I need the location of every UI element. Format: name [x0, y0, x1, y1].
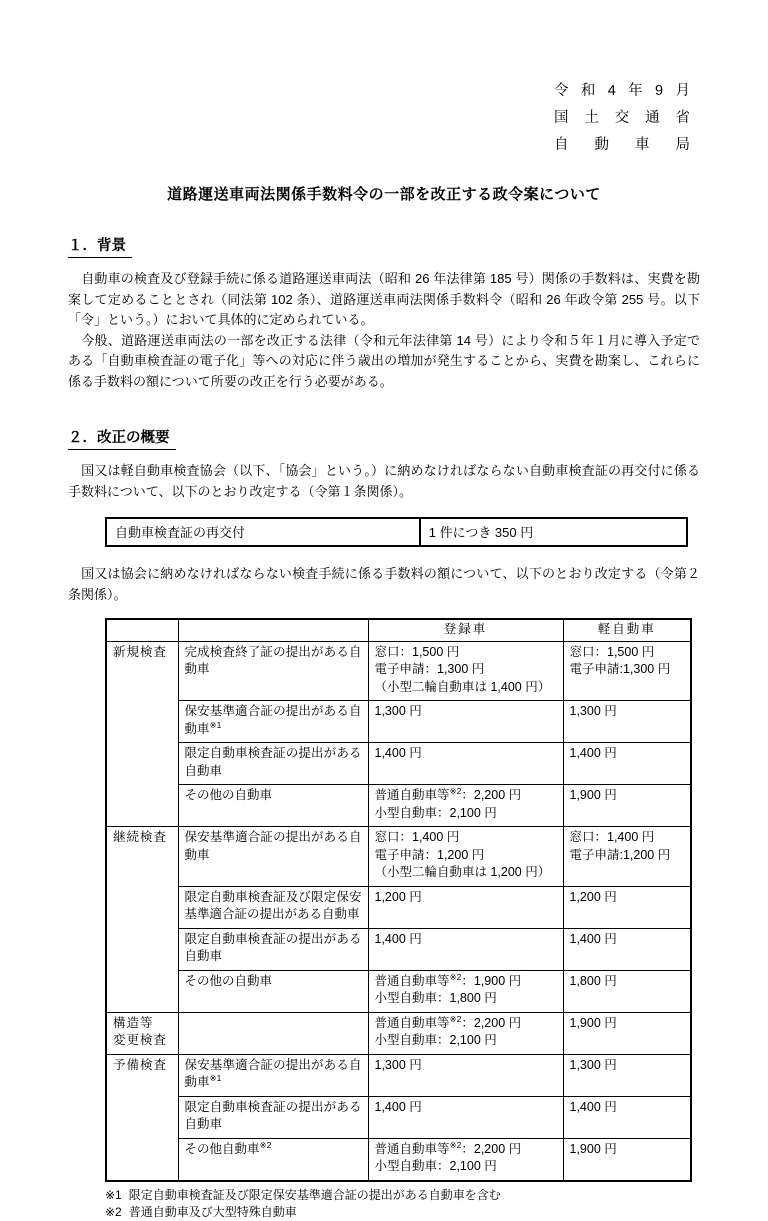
section2-paragraph-2: 国又は協会に納めなければならない検査手続に係る手数料の額について、以下のとおり改定する（令第２条関係）。 [68, 566, 700, 602]
fee-desc-cell: 保安基準適合証の提出がある自動車$^{※1}$ [178, 701, 368, 743]
price-line: 1,300 円 [569, 1057, 617, 1072]
table-row [106, 1012, 691, 1054]
header-date-block [554, 78, 690, 159]
column-header-empty-2 [178, 619, 368, 641]
fee-price-kei-cell [563, 1096, 691, 1138]
fee-price-registered-cell [368, 641, 563, 701]
fee-desc-cell: 保安基準適合証の提出がある自動車$^{※1}$ [178, 1054, 368, 1096]
price-line: 小型自動車：2,100 円 [374, 1033, 497, 1047]
section1-paragraph-1: 自動車の検査及び登録手続に係る道路運送車両法（昭和 26 年法律第 185 号）関係の手数料は、実費を勘案して定めることとされ（同法第 102 条）、道路運送車両法関係手数料令（昭和 26 年政令第 255 号。以下「令」という。）において具体的に定められている。 [68, 271, 700, 327]
fee-price-registered-cell [368, 928, 563, 970]
price-line: 電子申請：1,300 円 [374, 662, 485, 676]
table-row [106, 1054, 691, 1096]
fee-desc-cell: 限定自動車検査証の提出がある自動車 [178, 1096, 368, 1138]
price-line: 1,400 円 [374, 931, 422, 946]
header-ministry: 国土交通省 [554, 110, 690, 126]
price-line: 1,800 円 [569, 973, 617, 988]
price-line: 1,400 円 [374, 746, 422, 760]
fee-desc-cell: 限定自動車検査証及び限定保安基準適合証の提出がある自動車 [178, 886, 368, 928]
table-row [106, 970, 691, 1012]
table-row [106, 1138, 691, 1181]
price-line: （小型二輪自動車は 1,400 円） [374, 679, 551, 694]
section1-paragraph-2: 今般、道路運送車両法の一部を改正する法律（令和元年法律第 14 号）により令和５年１月に導入予定である「自動車検査証の電子化」等への対応に伴う歳出の増加が発生することから、実費を勘案し、これらに係る手数料の額について所要の改正を行う必要がある。 [68, 332, 700, 389]
price-line: 1,300 円 [569, 704, 617, 718]
fee-desc-cell: 限定自動車検査証の提出がある自動車 [178, 928, 368, 970]
footnote-ref: ※1 [209, 1072, 222, 1083]
footnote-ref: ※1 [209, 719, 222, 730]
fee-category-cell: 構造等 変更検査 [106, 1012, 178, 1054]
price-line: （小型二輪自動車は 1,200 円） [374, 865, 551, 879]
fee-price-kei-cell [563, 743, 691, 785]
fee-price-kei-cell [563, 1012, 691, 1054]
price-line: 1,900 円 [569, 1015, 617, 1030]
price-line: 小型自動車：2,100 円 [374, 1159, 497, 1173]
table-header-row [106, 619, 691, 641]
price-line: 普通自動車等$^{※2}$：2,200 円 [374, 1013, 522, 1030]
fee-category-cell: 継続検査 [106, 827, 178, 1013]
price-line: 普通自動車等$^{※2}$：2,200 円 [374, 1139, 522, 1156]
fee-desc-cell: 完成検査終了証の提出がある自動車 [178, 641, 368, 701]
footnote-1 [105, 1187, 700, 1204]
column-header-kei: 軽自動車 [563, 619, 691, 641]
table-row [106, 785, 691, 827]
footnote-text: 限定自動車検査証及び限定保安基準適合証の提出がある自動車を含む [128, 1187, 501, 1202]
fee-price-registered-cell [368, 743, 563, 785]
table-row [106, 928, 691, 970]
fee-desc-cell: その他の自動車 [178, 970, 368, 1012]
fee-price-registered-cell [368, 785, 563, 827]
footnote-2 [105, 1204, 700, 1221]
footnote-ref: ※2 [449, 785, 462, 796]
fee-desc-cell: 保安基準適合証の提出がある自動車 [178, 827, 368, 887]
page-title: 道路運送車両法関係手数料令の一部を改正する政令案について [167, 186, 601, 203]
price-line: 電子申請：1,200 円 [374, 847, 485, 862]
price-line: 1,400 円 [569, 931, 617, 946]
footnote-mark: ※2 [105, 1204, 122, 1219]
table-row [106, 827, 691, 887]
fee-price-kei-cell [563, 701, 691, 743]
reissue-fee-cell: 1 件につき 350 円 [420, 518, 687, 546]
header-bureau: 自動車局 [554, 137, 690, 153]
price-line: 小型自動車：2,100 円 [374, 805, 497, 820]
fee-price-registered-cell [368, 1012, 563, 1054]
fee-price-registered-cell [368, 1096, 563, 1138]
price-line: 1,400 円 [569, 746, 617, 760]
footnote-ref: ※2 [449, 1139, 462, 1150]
fee-price-registered-cell [368, 827, 563, 887]
price-line: 1,300 円 [374, 704, 422, 718]
reissue-fee-table [105, 517, 688, 547]
table-row [106, 701, 691, 743]
fee-price-kei-cell [563, 1054, 691, 1096]
column-header-registered: 登録車 [368, 619, 563, 641]
price-line: 1,200 円 [374, 889, 422, 904]
price-line: 普通自動車等$^{※2}$：1,900 円 [374, 971, 522, 988]
fee-price-registered-cell [368, 970, 563, 1012]
column-header-empty-1 [106, 619, 178, 641]
fee-desc-cell: 限定自動車検査証の提出がある自動車 [178, 743, 368, 785]
inspection-fee-table [105, 618, 692, 1182]
fee-desc-cell [178, 1012, 368, 1054]
fee-category-cell: 新規検査 [106, 641, 178, 827]
price-line: 窓口：1,500 円 [374, 644, 460, 659]
footnotes [105, 1187, 700, 1221]
section1-heading: １．背景 [68, 234, 700, 258]
price-line: 電子申請:1,300 円 [569, 662, 671, 676]
fee-price-registered-cell [368, 1138, 563, 1181]
fee-price-kei-cell [563, 928, 691, 970]
price-line: 1,300 円 [374, 1057, 422, 1072]
fee-category-cell: 予備検査 [106, 1054, 178, 1181]
price-line: 窓口：1,400 円 [569, 830, 655, 844]
footnote-ref: ※2 [449, 971, 462, 982]
section2-heading: ２．改正の概要 [68, 426, 700, 450]
footnote-ref: ※2 [259, 1139, 272, 1150]
fee-price-registered-cell [368, 886, 563, 928]
fee-desc-cell: その他自動車$^{※2}$ [178, 1138, 368, 1181]
price-line: 1,400 円 [569, 1099, 617, 1114]
table-row [106, 518, 687, 546]
table-row [106, 743, 691, 785]
fee-price-kei-cell [563, 785, 691, 827]
price-line: 1,200 円 [569, 889, 617, 904]
fee-price-kei-cell [563, 1138, 691, 1181]
footnote-ref: ※2 [449, 1013, 462, 1024]
footnote-text: 普通自動車及び大型特殊自動車 [128, 1204, 297, 1219]
footnote-mark: ※1 [105, 1187, 122, 1202]
price-line: 1,400 円 [374, 1099, 422, 1114]
fee-desc-cell: その他の自動車 [178, 785, 368, 827]
fee-price-kei-cell [563, 970, 691, 1012]
price-line: 1,900 円 [569, 1141, 617, 1156]
table-row [106, 1096, 691, 1138]
price-line: 小型自動車：1,800 円 [374, 991, 497, 1005]
fee-price-kei-cell [563, 827, 691, 887]
header-date: 令和4年9月 [554, 83, 690, 99]
price-line: 電子申請:1,200 円 [569, 847, 671, 862]
price-line: 1,900 円 [569, 788, 617, 802]
price-line: 窓口：1,500 円 [569, 644, 655, 659]
fee-price-registered-cell [368, 701, 563, 743]
table-row [106, 641, 691, 701]
price-line: 窓口：1,400 円 [374, 830, 460, 844]
section2-paragraph-1: 国又は軽自動車検査協会（以下、「協会」という。）に納めなければならない自動車検査証の再交付に係る手数料について、以下のとおり改定する（令第１条関係）。 [68, 463, 700, 499]
fee-price-registered-cell [368, 1054, 563, 1096]
fee-price-kei-cell [563, 886, 691, 928]
price-line: 普通自動車等$^{※2}$：2,200 円 [374, 785, 522, 802]
reissue-item-cell: 自動車検査証の再交付 [106, 518, 420, 546]
fee-price-kei-cell [563, 641, 691, 701]
table-row [106, 886, 691, 928]
